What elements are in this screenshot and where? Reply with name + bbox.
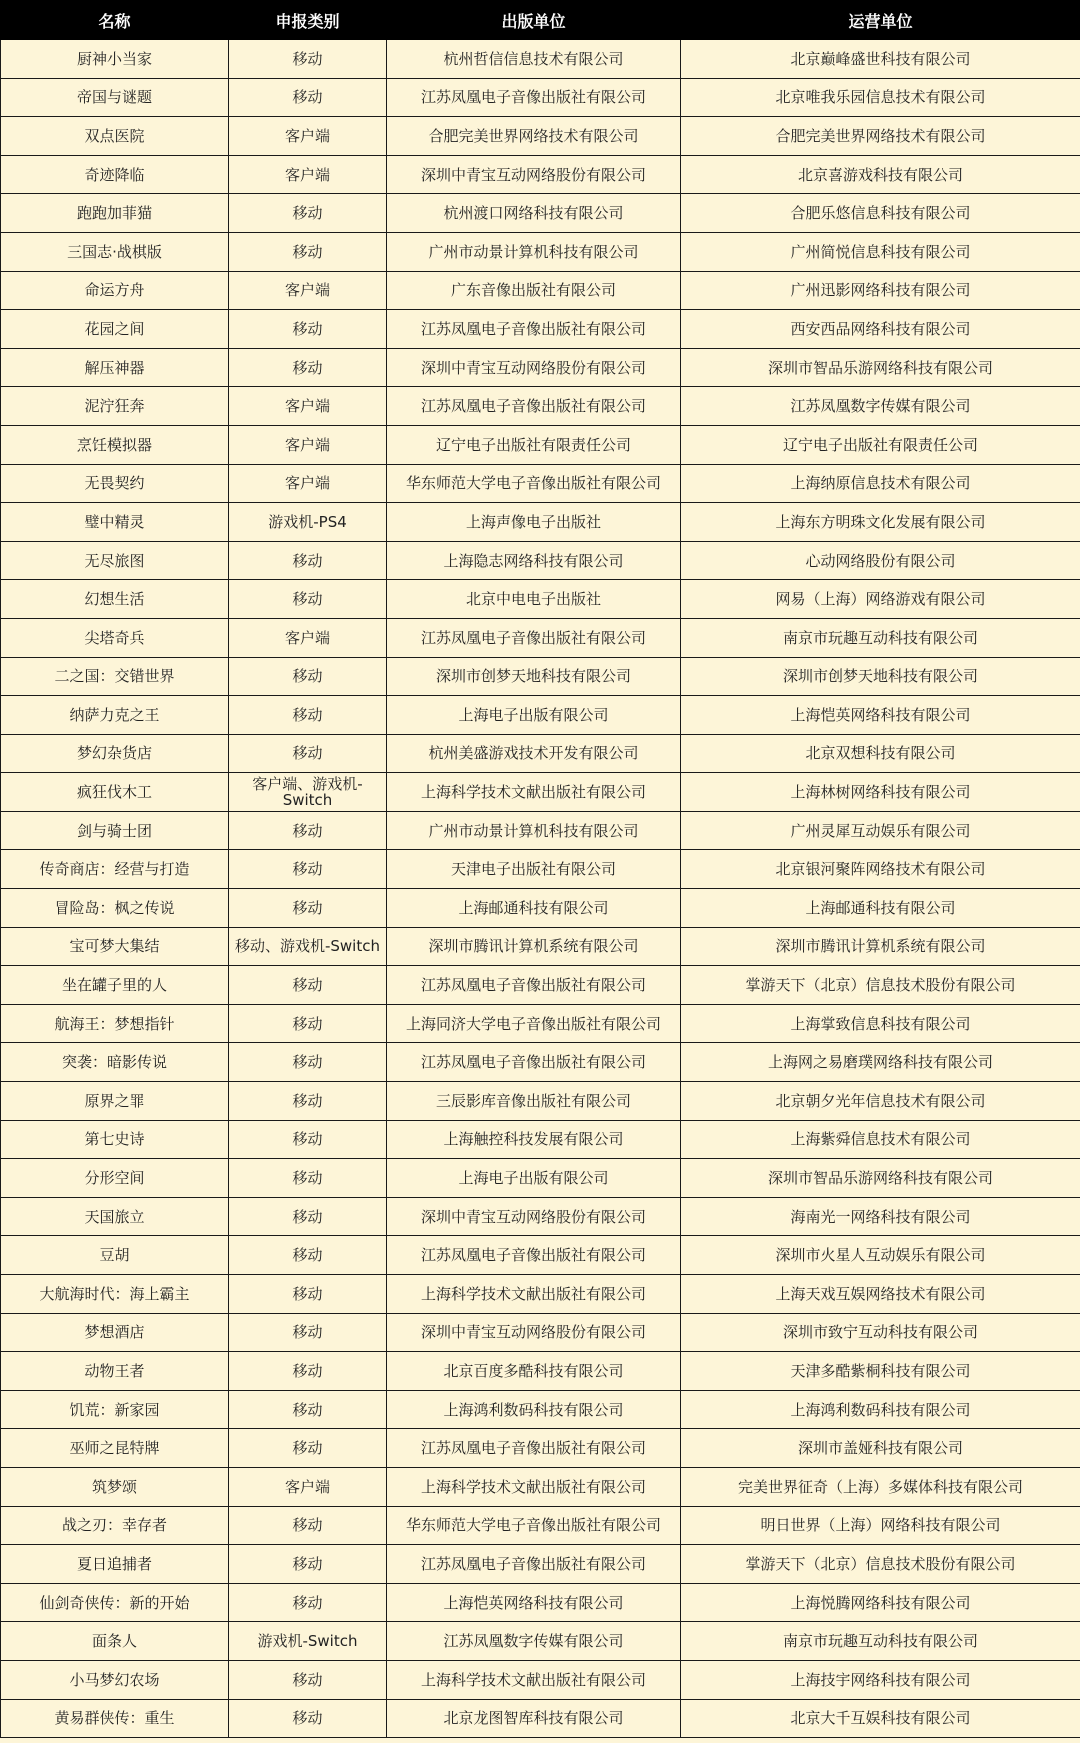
table-row [1,1159,1080,1198]
cell-publisher: 江苏凤凰电子音像出版社有限公司 [387,310,681,349]
table-row [1,966,1080,1005]
cell-name: 航海王：梦想指针 [1,1004,229,1043]
table-row [1,657,1080,696]
cell-category: 移动 [229,194,387,233]
cell-publisher: 杭州美盛游戏技术开发有限公司 [387,734,681,773]
cell-name: 璧中精灵 [1,503,229,542]
cell-publisher: 上海电子出版有限公司 [387,696,681,735]
cell-name: 黄易群侠传：重生 [1,1699,229,1738]
cell-name: 传奇商店：经营与打造 [1,850,229,889]
cell-operator: 掌游天下（北京）信息技术股份有限公司 [681,966,1080,1005]
cell-publisher: 江苏凤凰电子音像出版社有限公司 [387,1043,681,1082]
table-header [1,1,1080,40]
cell-category: 移动 [229,734,387,773]
cell-name: 小马梦幻农场 [1,1660,229,1699]
cell-publisher: 合肥完美世界网络技术有限公司 [387,117,681,156]
cell-name: 泥泞狂奔 [1,387,229,426]
cell-category: 移动 [229,850,387,889]
cell-name: 冒险岛：枫之传说 [1,889,229,928]
cell-publisher: 江苏凤凰电子音像出版社有限公司 [387,1236,681,1275]
table-row [1,155,1080,194]
table-row [1,40,1080,79]
table-row [1,425,1080,464]
cell-publisher: 上海触控科技发展有限公司 [387,1120,681,1159]
cell-name: 第七史诗 [1,1120,229,1159]
cell-operator: 掌游天下（北京）信息技术股份有限公司 [681,1545,1080,1584]
table-row [1,1275,1080,1314]
cell-name: 大航海时代：海上霸主 [1,1275,229,1314]
cell-publisher: 北京中电电子出版社 [387,580,681,619]
cell-publisher: 杭州渡口网络科技有限公司 [387,194,681,233]
cell-publisher: 江苏凤凰数字传媒有限公司 [387,1622,681,1661]
cell-category: 移动 [229,1004,387,1043]
table-row [1,1545,1080,1584]
cell-category: 移动 [229,1429,387,1468]
cell-category: 移动 [229,1699,387,1738]
cell-publisher: 杭州哲信信息技术有限公司 [387,40,681,79]
cell-name: 双点医院 [1,117,229,156]
cell-operator: 西安西品网络科技有限公司 [681,310,1080,349]
table-row [1,310,1080,349]
cell-category: 移动 [229,966,387,1005]
cell-operator: 广州灵犀互动娱乐有限公司 [681,811,1080,850]
table-row [1,271,1080,310]
table-row [1,78,1080,117]
cell-category: 客户端 [229,155,387,194]
cell-publisher: 深圳市腾讯计算机系统有限公司 [387,927,681,966]
cell-name: 饥荒：新家园 [1,1390,229,1429]
cell-category: 客户端、游戏机-Switch [229,773,387,812]
cell-publisher: 广州市动景计算机科技有限公司 [387,811,681,850]
cell-operator: 深圳市致宁互动科技有限公司 [681,1313,1080,1352]
cell-name: 疯狂伐木工 [1,773,229,812]
cell-operator: 北京喜游戏科技有限公司 [681,155,1080,194]
cell-name: 分形空间 [1,1159,229,1198]
cell-category: 游戏机-PS4 [229,503,387,542]
cell-publisher: 北京龙图智库科技有限公司 [387,1699,681,1738]
cell-name: 帝国与谜题 [1,78,229,117]
cell-operator: 海南光一网络科技有限公司 [681,1197,1080,1236]
cell-operator: 北京唯我乐园信息技术有限公司 [681,78,1080,117]
cell-publisher: 上海同济大学电子音像出版社有限公司 [387,1004,681,1043]
cell-name: 夏日追捕者 [1,1545,229,1584]
table-row [1,1082,1080,1121]
header-category: 申报类别 [229,1,387,40]
cell-name: 突袭：暗影传说 [1,1043,229,1082]
cell-name: 跑跑加菲猫 [1,194,229,233]
table-row [1,541,1080,580]
cell-name: 筑梦颂 [1,1467,229,1506]
cell-operator: 江苏凤凰数字传媒有限公司 [681,387,1080,426]
cell-operator: 深圳市腾讯计算机系统有限公司 [681,927,1080,966]
cell-name: 奇迹降临 [1,155,229,194]
cell-operator: 深圳市智品乐游网络科技有限公司 [681,1159,1080,1198]
cell-category: 移动 [229,1583,387,1622]
cell-publisher: 深圳中青宝互动网络股份有限公司 [387,1197,681,1236]
table-row [1,889,1080,928]
table-row [1,348,1080,387]
cell-name: 无畏契约 [1,464,229,503]
cell-operator: 上海紫舜信息技术有限公司 [681,1120,1080,1159]
cell-name: 纳萨力克之王 [1,696,229,735]
cell-operator: 心动网络股份有限公司 [681,541,1080,580]
cell-name: 战之刃：幸存者 [1,1506,229,1545]
table-row [1,1197,1080,1236]
cell-category: 移动 [229,1159,387,1198]
cell-publisher: 华东师范大学电子音像出版社有限公司 [387,464,681,503]
cell-category: 移动 [229,232,387,271]
cell-category: 移动 [229,1043,387,1082]
cell-operator: 上海恺英网络科技有限公司 [681,696,1080,735]
cell-operator: 上海邮通科技有限公司 [681,889,1080,928]
table-row [1,618,1080,657]
table-row [1,1004,1080,1043]
cell-operator: 上海技宇网络科技有限公司 [681,1660,1080,1699]
table-row [1,117,1080,156]
cell-name: 坐在罐子里的人 [1,966,229,1005]
cell-operator: 上海天戏互娱网络技术有限公司 [681,1275,1080,1314]
cell-operator: 北京大千互娱科技有限公司 [681,1699,1080,1738]
cell-category: 移动 [229,696,387,735]
table-row [1,850,1080,889]
cell-name: 厨神小当家 [1,40,229,79]
cell-publisher: 江苏凤凰电子音像出版社有限公司 [387,966,681,1005]
cell-name: 命运方舟 [1,271,229,310]
cell-category: 移动 [229,1082,387,1121]
cell-publisher: 上海科学技术文献出版社有限公司 [387,1467,681,1506]
cell-name: 豆胡 [1,1236,229,1275]
cell-name: 花园之间 [1,310,229,349]
table-row [1,773,1080,812]
cell-name: 动物王者 [1,1352,229,1391]
table-row [1,696,1080,735]
cell-operator: 北京朝夕光年信息技术有限公司 [681,1082,1080,1121]
cell-publisher: 广东音像出版社有限公司 [387,271,681,310]
cell-name: 解压神器 [1,348,229,387]
cell-operator: 南京市玩趣互动科技有限公司 [681,618,1080,657]
cell-publisher: 深圳市创梦天地科技有限公司 [387,657,681,696]
table-row [1,927,1080,966]
cell-operator: 广州简悦信息科技有限公司 [681,232,1080,271]
table-row [1,1699,1080,1738]
cell-category: 移动 [229,348,387,387]
cell-name: 梦想酒店 [1,1313,229,1352]
cell-name: 三国志·战棋版 [1,232,229,271]
cell-publisher: 上海恺英网络科技有限公司 [387,1583,681,1622]
cell-name: 巫师之昆特牌 [1,1429,229,1468]
cell-publisher: 深圳中青宝互动网络股份有限公司 [387,155,681,194]
cell-operator: 上海掌致信息科技有限公司 [681,1004,1080,1043]
cell-publisher: 深圳中青宝互动网络股份有限公司 [387,348,681,387]
table-row [1,1120,1080,1159]
header-operator: 运营单位 [681,1,1080,40]
cell-name: 面条人 [1,1622,229,1661]
cell-category: 移动 [229,1390,387,1429]
table-row [1,811,1080,850]
cell-category: 移动 [229,657,387,696]
table-row [1,1467,1080,1506]
cell-name: 二之国：交错世界 [1,657,229,696]
cell-operator: 网易（上海）网络游戏有限公司 [681,580,1080,619]
cell-name: 原界之罪 [1,1082,229,1121]
cell-name: 无尽旅图 [1,541,229,580]
cell-category: 客户端 [229,425,387,464]
cell-category: 客户端 [229,271,387,310]
cell-name: 幻想生活 [1,580,229,619]
cell-publisher: 上海科学技术文献出版社有限公司 [387,1275,681,1314]
cell-operator: 上海林树网络科技有限公司 [681,773,1080,812]
cell-category: 移动 [229,78,387,117]
cell-publisher: 北京百度多酷科技有限公司 [387,1352,681,1391]
cell-publisher: 广州市动景计算机科技有限公司 [387,232,681,271]
cell-publisher: 江苏凤凰电子音像出版社有限公司 [387,1545,681,1584]
cell-category: 客户端 [229,1467,387,1506]
table-row [1,1352,1080,1391]
header-row [1,1,1080,40]
cell-operator: 南京市玩趣互动科技有限公司 [681,1622,1080,1661]
cell-operator: 天津多酷紫桐科技有限公司 [681,1352,1080,1391]
cell-name: 烹饪模拟器 [1,425,229,464]
table-row [1,464,1080,503]
cell-operator: 完美世界征奇（上海）多媒体科技有限公司 [681,1467,1080,1506]
table-row [1,1429,1080,1468]
table-row [1,1043,1080,1082]
cell-category: 移动 [229,40,387,79]
table-row [1,1506,1080,1545]
cell-operator: 深圳市火星人互动娱乐有限公司 [681,1236,1080,1275]
cell-category: 移动 [229,1660,387,1699]
cell-operator: 上海网之易磨璞网络科技有限公司 [681,1043,1080,1082]
cell-publisher: 上海声像电子出版社 [387,503,681,542]
cell-operator: 上海鸿利数码科技有限公司 [681,1390,1080,1429]
table-row [1,1622,1080,1661]
cell-category: 移动 [229,1545,387,1584]
cell-category: 移动 [229,1275,387,1314]
table-row [1,194,1080,233]
cell-category: 客户端 [229,117,387,156]
cell-operator: 合肥完美世界网络技术有限公司 [681,117,1080,156]
cell-publisher: 上海科学技术文献出版社有限公司 [387,773,681,812]
cell-category: 客户端 [229,387,387,426]
table-row [1,503,1080,542]
cell-publisher: 天津电子出版社有限公司 [387,850,681,889]
cell-publisher: 三辰影库音像出版社有限公司 [387,1082,681,1121]
cell-name: 天国旅立 [1,1197,229,1236]
cell-category: 移动 [229,811,387,850]
cell-name: 剑与骑士团 [1,811,229,850]
table-row [1,1313,1080,1352]
cell-operator: 北京巅峰盛世科技有限公司 [681,40,1080,79]
cell-publisher: 深圳中青宝互动网络股份有限公司 [387,1313,681,1352]
table-row [1,1583,1080,1622]
cell-operator: 北京银河聚阵网络技术有限公司 [681,850,1080,889]
cell-operator: 辽宁电子出版社有限责任公司 [681,425,1080,464]
cell-category: 移动 [229,1236,387,1275]
cell-publisher: 上海鸿利数码科技有限公司 [387,1390,681,1429]
cell-publisher: 江苏凤凰电子音像出版社有限公司 [387,78,681,117]
cell-category: 移动 [229,1352,387,1391]
cell-category: 移动 [229,580,387,619]
cell-operator: 合肥乐悠信息科技有限公司 [681,194,1080,233]
cell-name: 尖塔奇兵 [1,618,229,657]
cell-category: 移动、游戏机-Switch [229,927,387,966]
cell-operator: 明日世界（上海）网络科技有限公司 [681,1506,1080,1545]
cell-operator: 广州迅影网络科技有限公司 [681,271,1080,310]
cell-category: 移动 [229,1506,387,1545]
cell-name: 仙剑奇侠传：新的开始 [1,1583,229,1622]
header-name: 名称 [1,1,229,40]
table-row [1,232,1080,271]
cell-operator: 北京双想科技有限公司 [681,734,1080,773]
cell-operator: 上海悦腾网络科技有限公司 [681,1583,1080,1622]
cell-operator: 深圳市智品乐游网络科技有限公司 [681,348,1080,387]
cell-category: 移动 [229,1313,387,1352]
cell-operator: 上海东方明珠文化发展有限公司 [681,503,1080,542]
cell-operator: 深圳市创梦天地科技有限公司 [681,657,1080,696]
cell-publisher: 上海隐志网络科技有限公司 [387,541,681,580]
table-row [1,580,1080,619]
cell-publisher: 华东师范大学电子音像出版社有限公司 [387,1506,681,1545]
cell-publisher: 江苏凤凰电子音像出版社有限公司 [387,1429,681,1468]
cell-category: 移动 [229,541,387,580]
cell-category: 移动 [229,1197,387,1236]
cell-category: 客户端 [229,618,387,657]
table-row [1,1236,1080,1275]
cell-operator: 上海纳原信息技术有限公司 [681,464,1080,503]
header-publisher: 出版单位 [387,1,681,40]
table-row [1,734,1080,773]
cell-publisher: 上海电子出版有限公司 [387,1159,681,1198]
table-row [1,387,1080,426]
cell-publisher: 江苏凤凰电子音像出版社有限公司 [387,387,681,426]
cell-publisher: 江苏凤凰电子音像出版社有限公司 [387,618,681,657]
cell-name: 梦幻杂货店 [1,734,229,773]
cell-publisher: 上海科学技术文献出版社有限公司 [387,1660,681,1699]
cell-operator: 深圳市盖娅科技有限公司 [681,1429,1080,1468]
table-row [1,1660,1080,1699]
cell-category: 游戏机-Switch [229,1622,387,1661]
cell-publisher: 上海邮通科技有限公司 [387,889,681,928]
cell-category: 移动 [229,889,387,928]
cell-category: 客户端 [229,464,387,503]
table-body [1,40,1080,1738]
table-row [1,1390,1080,1429]
cell-category: 移动 [229,310,387,349]
cell-category: 移动 [229,1120,387,1159]
cell-name: 宝可梦大集结 [1,927,229,966]
cell-publisher: 辽宁电子出版社有限责任公司 [387,425,681,464]
